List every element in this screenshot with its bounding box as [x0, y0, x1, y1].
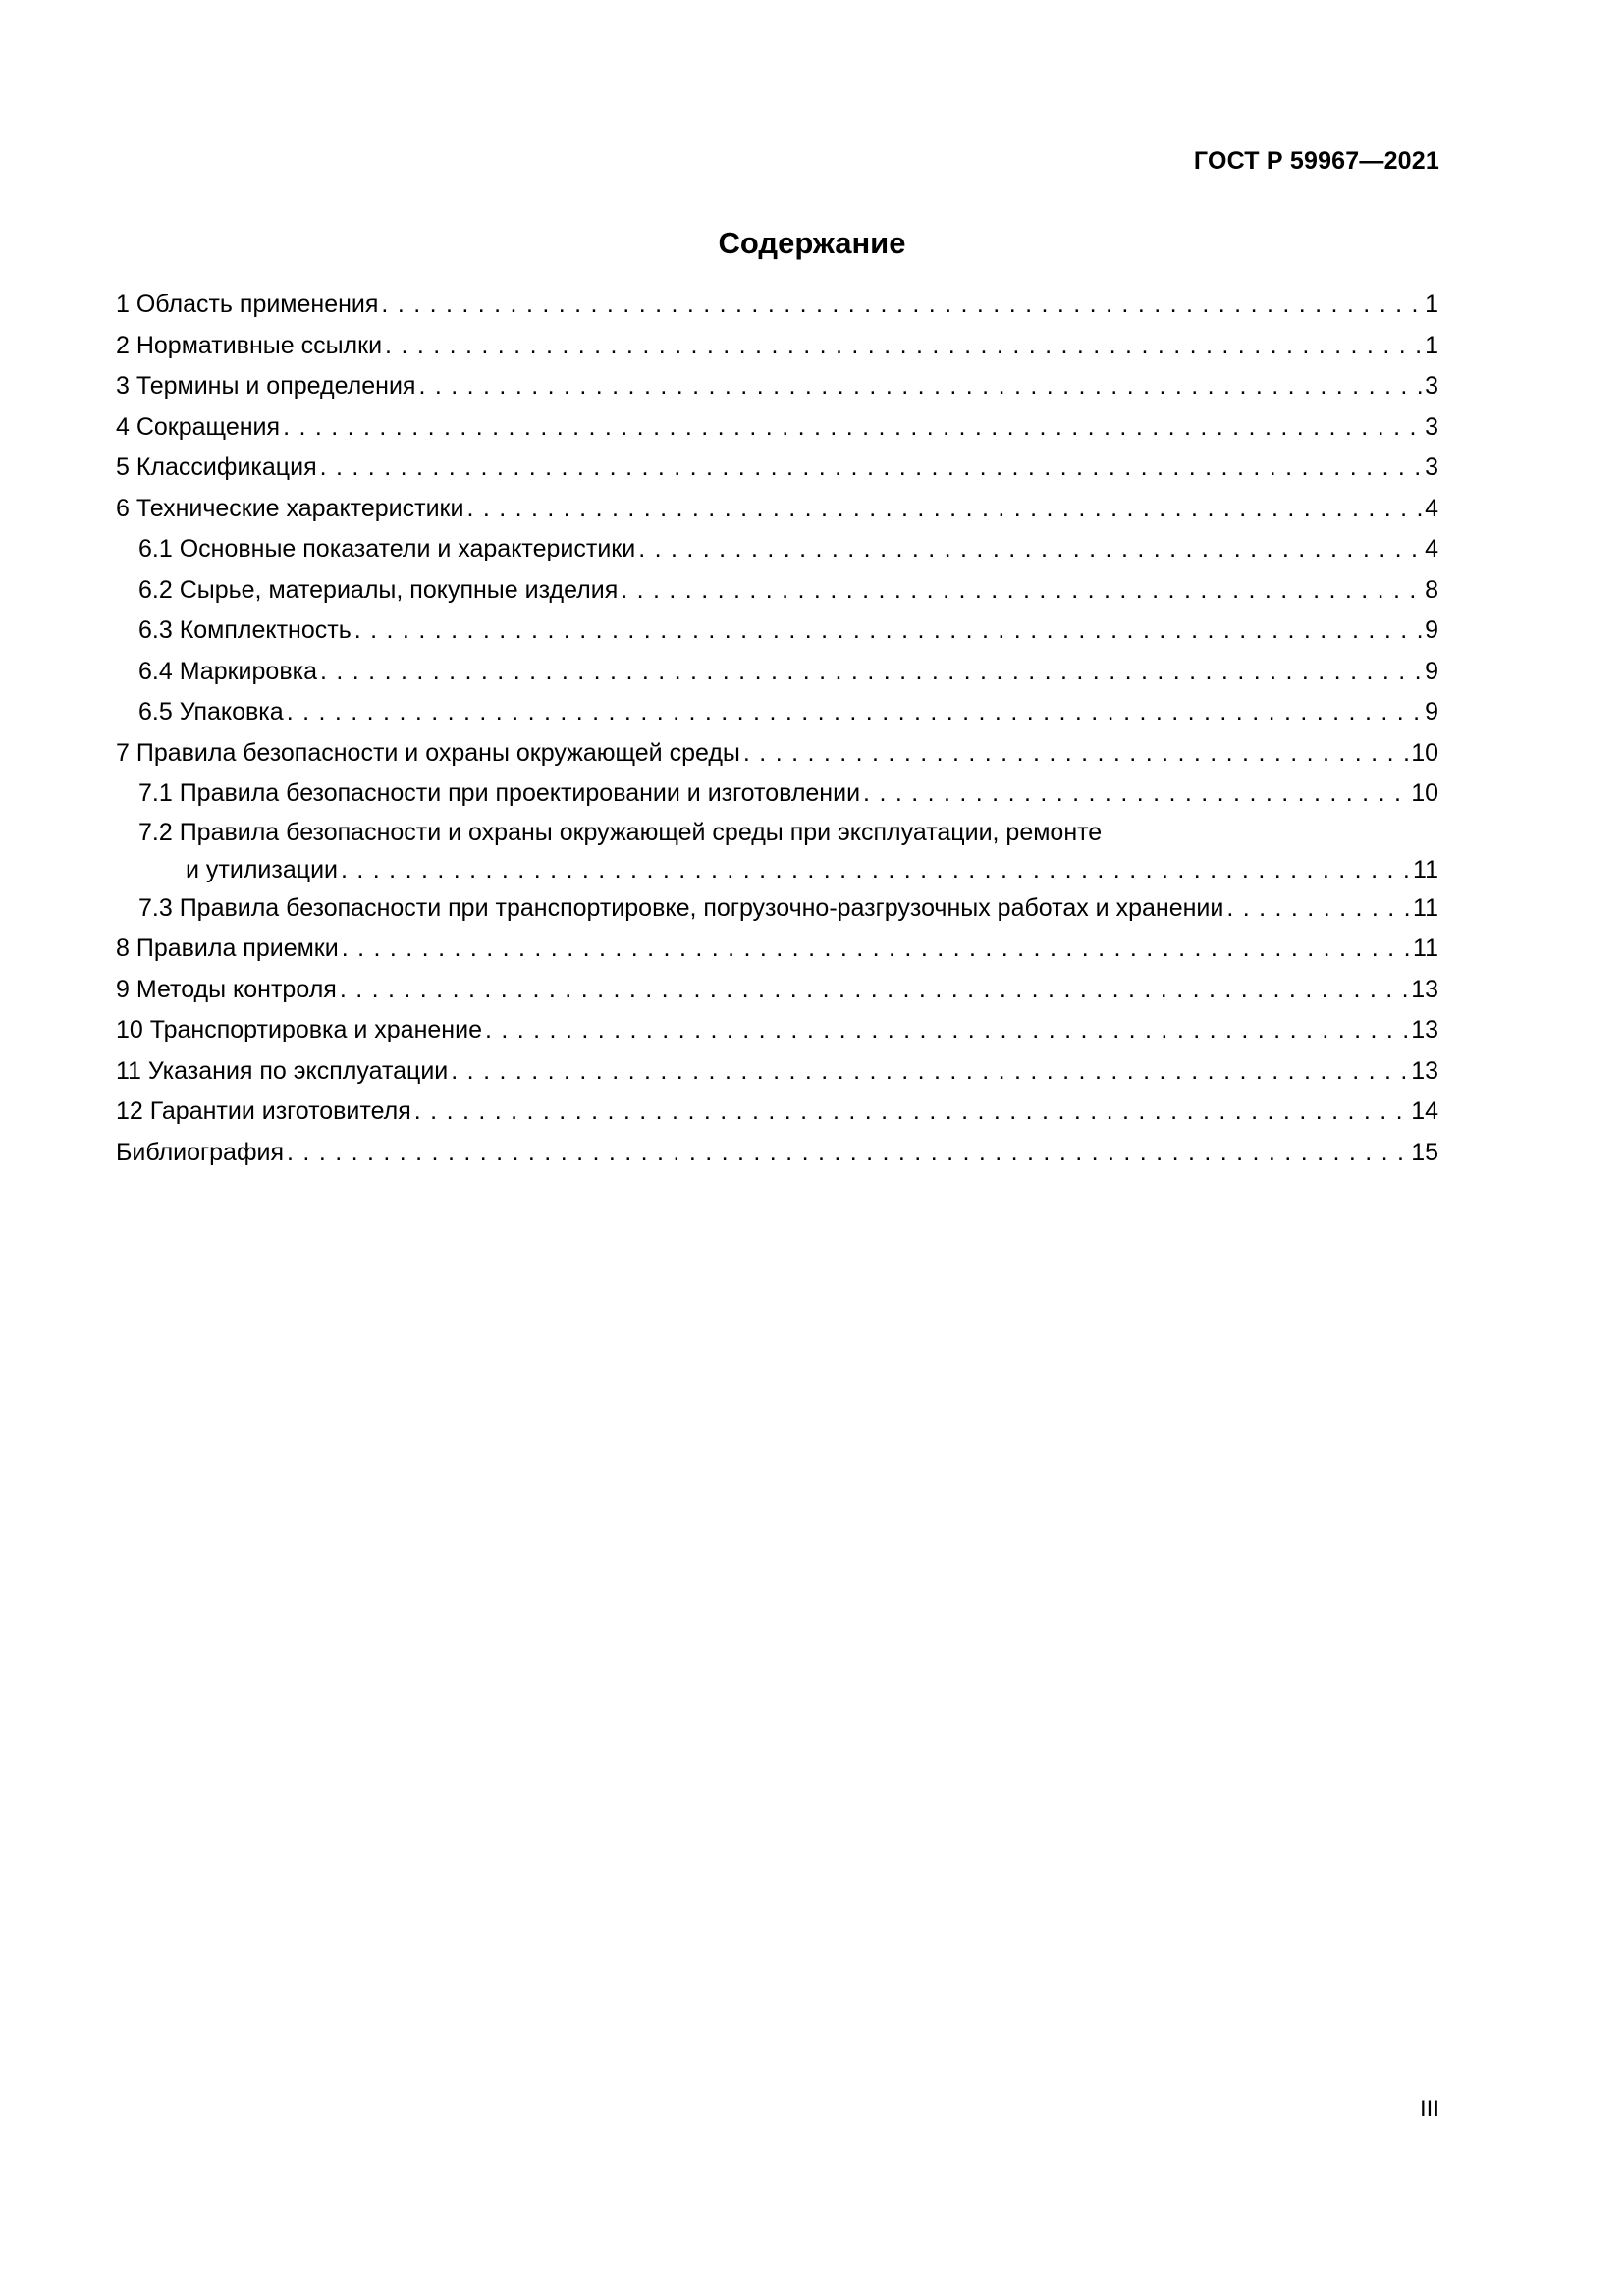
toc-entry-label: 2 Нормативные ссылки: [116, 331, 383, 359]
toc-leader-dots: [320, 652, 1422, 693]
toc-leader-dots: [354, 611, 1422, 652]
toc-entry-page: 10: [1411, 779, 1438, 807]
toc-leader-dots: [381, 285, 1422, 326]
toc-entry-label-line2: и утилизации: [186, 855, 338, 883]
standard-number-header: ГОСТ Р 59967—2021: [1193, 147, 1439, 175]
toc-entry-label: 5 Классификация: [116, 454, 317, 481]
toc-entry-page: 4: [1425, 535, 1438, 562]
toc-entry-7-2[interactable]: [116, 815, 1438, 888]
toc-entry-11[interactable]: [116, 1051, 1438, 1093]
toc-leader-dots: [287, 1133, 1408, 1174]
toc-entry-9[interactable]: [116, 970, 1438, 1011]
toc-leader-dots: [342, 929, 1410, 970]
toc-entry-label: 11 Указания по эксплуатации: [116, 1056, 449, 1085]
toc-leader-dots: [743, 733, 1408, 774]
toc-entry-page: 11: [1413, 934, 1438, 962]
toc-leader-dots: [451, 1051, 1408, 1093]
toc-entry-12[interactable]: [116, 1092, 1438, 1133]
toc-entry-1[interactable]: [116, 285, 1438, 326]
toc-leader-dots: [385, 326, 1422, 367]
toc-leader-dots: [341, 851, 1410, 888]
toc-leader-dots: [287, 692, 1422, 733]
toc-leader-dots: [621, 570, 1422, 612]
toc-entry-page: 9: [1425, 698, 1438, 725]
toc-entry-2[interactable]: [116, 326, 1438, 367]
toc-entry-page: 13: [1411, 1056, 1438, 1085]
toc-entry-label: 6 Технические характеристики: [116, 494, 464, 522]
toc-leader-dots: [340, 970, 1408, 1011]
toc-entry-label: 9 Методы контроля: [116, 975, 337, 1003]
toc-entry-4[interactable]: [116, 407, 1438, 449]
toc-entry-7[interactable]: [116, 733, 1438, 774]
toc-entry-7-3[interactable]: [116, 888, 1438, 930]
toc-entry-6-4[interactable]: [116, 652, 1438, 693]
toc-entry-label: 1 Область применения: [116, 291, 379, 318]
toc-entry-page: 9: [1425, 657, 1438, 685]
toc-entry-label: 8 Правила приемки: [116, 934, 339, 962]
toc-entry-page: 1: [1425, 331, 1438, 359]
toc-entry-page: 3: [1425, 454, 1438, 481]
toc-leader-dots: [414, 1092, 1408, 1133]
toc-entry-page: 10: [1411, 738, 1438, 767]
toc-entry-label: Библиография: [116, 1138, 285, 1166]
toc-entry-page: 3: [1425, 412, 1438, 441]
toc-leader-dots: [283, 407, 1422, 449]
toc-entry-6[interactable]: [116, 489, 1438, 530]
toc-entry-6-2[interactable]: [116, 570, 1438, 612]
toc-entry-3[interactable]: [116, 366, 1438, 407]
toc-entry-page: 1: [1425, 291, 1438, 318]
toc-entry-page: 13: [1411, 1016, 1438, 1043]
toc-entry-page: 14: [1411, 1097, 1438, 1125]
toc-entry-label: 3 Термины и определения: [116, 372, 416, 400]
toc-entry-page: 8: [1425, 575, 1438, 604]
toc-entry-page: 11: [1413, 893, 1438, 922]
toc-leader-dots: [418, 366, 1422, 407]
toc-entry-label: 6.1 Основные показатели и характеристики: [138, 535, 636, 562]
toc-entry-7-1[interactable]: [116, 774, 1438, 815]
toc-entry-page: 13: [1411, 975, 1438, 1003]
toc-entry-8[interactable]: [116, 929, 1438, 970]
toc-entry-label: 6.5 Упаковка: [138, 698, 284, 725]
toc-leader-dots: [466, 489, 1422, 530]
toc-title: Содержание: [718, 226, 906, 260]
toc-entry-label: 4 Сокращения: [116, 412, 281, 441]
toc-entry-6-5[interactable]: [116, 692, 1438, 733]
toc-entry-label: 10 Транспортировка и хранение: [116, 1016, 482, 1043]
toc-leader-dots: [863, 774, 1408, 815]
toc-entry-page: 11: [1413, 855, 1438, 883]
toc-entry-label: 7.3 Правила безопасности при транспортировке, погрузочно-разгрузочных работах и хранении: [138, 893, 1224, 922]
toc-entry-6-1[interactable]: [116, 529, 1438, 570]
toc-entry-label-line1: 7.2 Правила безопасности и охраны окружающей среды при эксплуатации, ремонте: [138, 818, 1103, 846]
toc-entry-page: 4: [1425, 494, 1438, 522]
toc-entry-10[interactable]: [116, 1010, 1438, 1051]
toc-leader-dots: [485, 1010, 1408, 1051]
toc-entry-5[interactable]: [116, 448, 1438, 489]
toc-entry-bibliography[interactable]: [116, 1133, 1438, 1174]
toc-entry-page: 3: [1425, 372, 1438, 400]
page-number: III: [1419, 2096, 1439, 2122]
toc-entry-label: 6.4 Маркировка: [138, 657, 317, 685]
toc-entry-label: 7.1 Правила безопасности при проектировании и изготовлении: [138, 779, 861, 807]
toc-entry-6-3[interactable]: [116, 611, 1438, 652]
table-of-contents: [116, 285, 1438, 1173]
toc-entry-label: 12 Гарантии изготовителя: [116, 1097, 411, 1125]
toc-leader-dots: [1226, 888, 1410, 930]
toc-entry-label: 7 Правила безопасности и охраны окружающей среды: [116, 738, 740, 767]
toc-leader-dots: [638, 529, 1422, 570]
toc-leader-dots: [320, 448, 1422, 489]
toc-entry-label: 6.2 Сырье, материалы, покупные изделия: [138, 575, 619, 604]
toc-entry-page: 9: [1425, 616, 1438, 644]
toc-entry-label: 6.3 Комплектность: [138, 616, 352, 644]
toc-entry-page: 15: [1411, 1138, 1438, 1166]
